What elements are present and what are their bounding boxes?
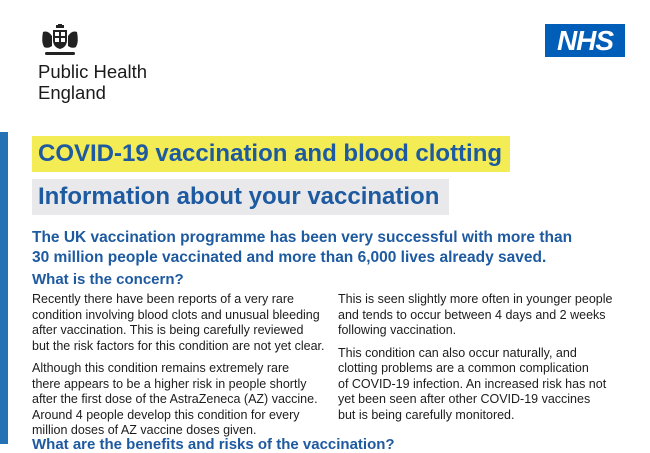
- organisation-name-line: Public Health: [38, 61, 148, 82]
- lead-paragraph: [32, 228, 592, 267]
- royal-crest-icon: [39, 24, 81, 58]
- text-line: Recently there have been reports of a very rare: [32, 292, 294, 306]
- section-heading-benefits-risks: What are the benefits and risks of the vaccination?: [32, 436, 395, 453]
- nhs-logo: NHS: [545, 24, 625, 57]
- text-line: This condition can also occur naturally, and: [338, 345, 577, 360]
- text-line: Although this condition remains extremely rare: [32, 361, 290, 375]
- text-line: there appears to be a higher risk in people shortly: [32, 376, 307, 391]
- page-subtitle: Information about your vaccination: [32, 179, 449, 215]
- text-line: after vaccination. This is being carefully reviewed: [32, 323, 304, 337]
- text-line: clotting problems are a common complication: [338, 361, 589, 375]
- paragraph: [338, 346, 628, 424]
- text-line: following vaccination.: [338, 323, 457, 337]
- right-text-column: [338, 292, 628, 430]
- text-line: yet been seen after other COVID-19 vaccines: [338, 392, 591, 406]
- text-line: but the risk factors for this condition are not yet clear.: [32, 338, 325, 353]
- text-line: but is being carefully monitored.: [338, 407, 515, 422]
- section-heading-concern: What is the concern?: [32, 271, 184, 288]
- text-line: after the first dose of the AstraZeneca (AZ) vaccine.: [32, 392, 318, 406]
- text-line: This is seen slightly more often in younger people: [338, 292, 613, 306]
- text-line: million doses of AZ vaccine doses given.: [32, 423, 257, 437]
- paragraph: [32, 361, 322, 439]
- organisation-name: [38, 61, 178, 103]
- lead-line: 30 million people vaccinated and more than 6,000 lives already saved.: [32, 248, 547, 266]
- phe-logo: [38, 24, 178, 103]
- lead-line: The UK vaccination programme has been very successful with more than: [32, 229, 573, 246]
- paragraph: [32, 292, 325, 354]
- paragraph: [338, 292, 628, 339]
- page-title: COVID-19 vaccination and blood clotting: [32, 136, 510, 172]
- text-line: Around 4 people develop this condition for every: [32, 407, 300, 422]
- text-line: and tends to occur between 4 days and 2 weeks: [338, 307, 606, 322]
- text-line: condition involving blood clots and unusual bleeding: [32, 307, 320, 322]
- left-accent-bar: [0, 132, 8, 444]
- left-text-column: [32, 292, 325, 446]
- organisation-name-line: England: [38, 82, 106, 103]
- text-line: of COVID-19 infection. An increased risk has not: [338, 376, 607, 391]
